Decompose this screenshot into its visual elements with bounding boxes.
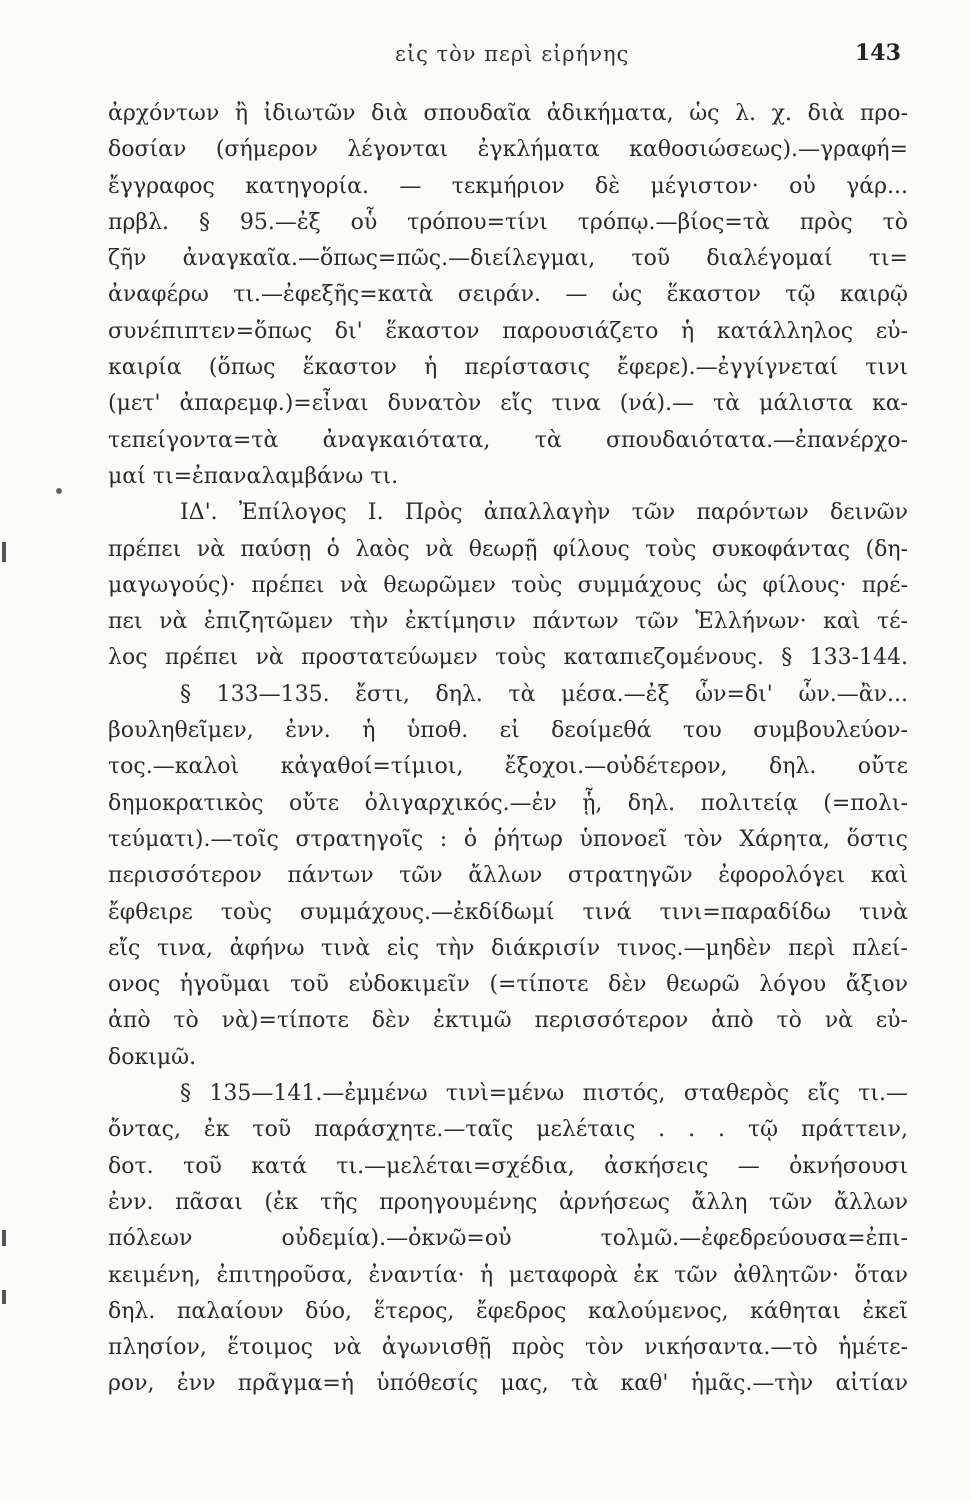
text-line: μαί τι=ἐπαναλαμβάνω τι. bbox=[108, 463, 399, 489]
text-line: § 133—135. ἔστι, δηλ. τὰ μέσα.—ἐξ ὧν=δι' ὧν.—ἂν... bbox=[180, 681, 908, 707]
text-line: δοτ. τοῦ κατά τι.—μελέται=σχέδια, ἀσκήσεις — ὀκνήσουσι bbox=[108, 1153, 908, 1179]
section-heading-line: ΙΔ'. Ἐπίλογος Ι. Πρὸς ἀπαλλαγὴν τῶν παρόντων δεινῶν bbox=[180, 500, 908, 526]
text-line: τεπείγοντα=τὰ ἀναγκαιότατα, τὰ σπουδαιότατα.—ἐπανέρχο- bbox=[108, 427, 908, 453]
text-line: ζῆν ἀναγκαῖα.—ὅπως=πῶς.—διείλεγμαι, τοῦ διαλέγομαί τι= bbox=[108, 246, 908, 272]
page-header bbox=[0, 30, 971, 70]
text-line: δημοκρατικὸς οὔτε ὀλιγαρχικός.—ἐν ᾗ, δηλ. πολιτείᾳ (=πολι- bbox=[108, 790, 908, 816]
text-line: ἀναφέρω τι.—ἐφεξῆς=κατὰ σειράν. — ὡς ἕκαστον τῷ καιρῷ bbox=[108, 282, 908, 308]
text-line: πόλεων οὐδεμία).—ὀκνῶ=οὐ τολμῶ.—ἐφεδρεύουσα=ἐπι- bbox=[108, 1226, 908, 1252]
text-line: πλησίον, ἕτοιμος νὰ ἀγωνισθῇ πρὸς τὸν νικήσαντα.—τὸ ἡμέτε- bbox=[108, 1335, 908, 1361]
text-line: ἀπὸ τὸ νὰ)=τίποτε δὲν ἐκτιμῶ περισσότερον ἀπὸ τὸ νὰ εὐ- bbox=[108, 1008, 908, 1034]
text-line: λος πρέπει νὰ προστατεύωμεν τοὺς καταπιεζομένους. § 133-144. bbox=[108, 645, 908, 671]
text-line: περισσότερον πάντων τῶν ἄλλων στρατηγῶν ἐφορολόγει καὶ bbox=[108, 863, 908, 889]
text-line: δοκιμῶ. bbox=[108, 1044, 197, 1070]
text-line: μαγωγούς)· πρέπει νὰ θεωρῶμεν τοὺς συμμάχους ὡς φίλους· πρέ- bbox=[108, 572, 908, 598]
text-line: καιρία (ὅπως ἕκαστον ἡ περίστασις ἔφερε).—ἐγγίγνεταί τινι bbox=[108, 355, 908, 381]
text-line: πρβλ. § 95.—ἐξ οὗ τρόπου=τίνι τρόπῳ.—βίος=τὰ πρὸς τὸ bbox=[108, 209, 908, 235]
running-head: εἰς τὸν περὶ εἰρήνης bbox=[395, 42, 630, 66]
page-number: 143 bbox=[855, 40, 901, 66]
margin-mark bbox=[2, 542, 6, 562]
text-line: ονος ἡγοῦμαι τοῦ εὐδοκιμεῖν (=τίποτε δὲν θεωρῶ λόγου ἄξιον bbox=[108, 972, 908, 998]
text-line: πει νὰ ἐπιζητῶμεν τὴν ἐκτίμησιν πάντων τῶν Ἑλλήνων· καὶ τέ- bbox=[108, 609, 908, 635]
text-line: ἔφθειρε τοὺς συμμάχους.—ἐκδίδωμί τινά τινι=παραδίδω τινὰ bbox=[108, 899, 908, 925]
text-line: ἔγγραφος κατηγορία. — τεκμήριον δὲ μέγιστον· οὐ γάρ... bbox=[108, 173, 908, 199]
commentary-text bbox=[108, 96, 908, 1403]
text-line: δοσίαν (σήμερον λέγονται ἐγκλήματα καθοσιώσεως).—γραφή= bbox=[108, 137, 908, 163]
text-line: βουληθεῖμεν, ἐνν. ἡ ὑποθ. εἰ δεοίμεθά του συμβουλεύον- bbox=[108, 718, 908, 744]
text-line: κειμένη, ἐπιτηροῦσα, ἐναντία· ἡ μεταφορὰ ἐκ τῶν ἀθλητῶν· ὅταν bbox=[108, 1262, 908, 1288]
margin-dot bbox=[56, 488, 62, 494]
text-line: συνέπιπτεν=ὅπως δι' ἕκαστον παρουσιάζετο ἡ κατάλληλος εὐ- bbox=[108, 318, 908, 344]
margin-mark bbox=[2, 1290, 6, 1304]
text-line: § 135—141.—ἐμμένω τινὶ=μένω πιστός, σταθερὸς εἴς τι.— bbox=[180, 1081, 908, 1107]
text-line: (μετ' ἀπαρεμφ.)=εἶναι δυνατὸν εἴς τινα (νά).— τὰ μάλιστα κα- bbox=[108, 391, 908, 417]
text-line: τεύματι).—τοῖς στρατηγοῖς : ὁ ῥήτωρ ὑπονοεῖ τὸν Χάρητα, ὅστις bbox=[108, 826, 908, 852]
margin-mark bbox=[2, 1230, 6, 1246]
text-line: ἐνν. πᾶσαι (ἐκ τῆς προηγουμένης ἀρνήσεως ἄλλη τῶν ἄλλων bbox=[108, 1189, 908, 1215]
text-line: ρον, ἐνν πρᾶγμα=ἡ ὑπόθεσίς μας, τὰ καθ' ἡμᾶς.—τὴν αἰτίαν bbox=[108, 1371, 908, 1397]
text-line: δηλ. παλαίουν δύο, ἕτερος, ἔφεδρος καλούμενος, κάθηται ἐκεῖ bbox=[108, 1298, 908, 1324]
text-line: ὄντας, ἐκ τοῦ παράσχητε.—ταῖς μελέταις . . . τῷ πράττειν, bbox=[108, 1117, 908, 1143]
text-line: ἀρχόντων ἢ ἰδιωτῶν διὰ σπουδαῖα ἀδικήματα, ὡς λ. χ. διὰ προ- bbox=[108, 101, 908, 126]
text-line: τος.—καλοὶ κἀγαθοί=τίμιοι, ἔξοχοι.—οὐδέτερον, δηλ. οὔτε bbox=[108, 754, 908, 780]
text-line: εἴς τινα, ἀφήνω τινὰ εἰς τὴν διάκρισίν τινος.—μηδὲν περὶ πλεί- bbox=[108, 935, 908, 961]
text-line: πρέπει νὰ παύσῃ ὁ λαὸς νὰ θεωρῇ φίλους τοὺς συκοφάντας (δη- bbox=[108, 536, 908, 562]
